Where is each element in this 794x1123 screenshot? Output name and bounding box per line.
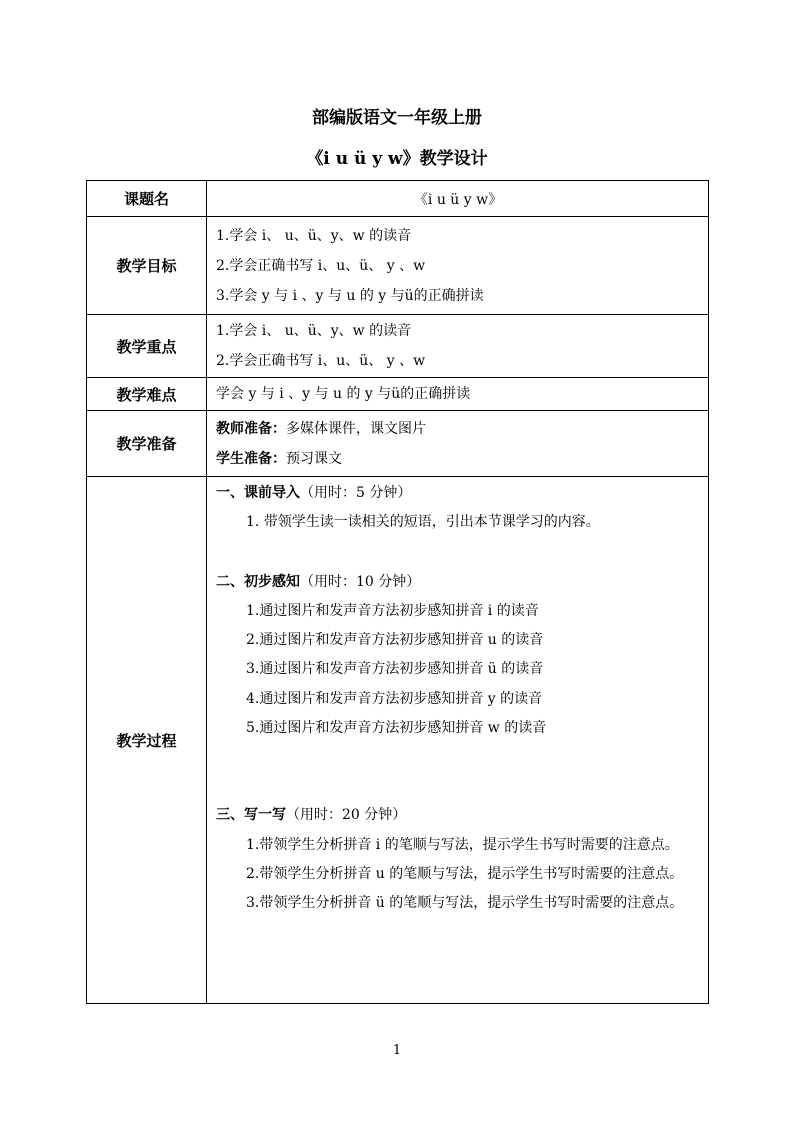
table-row — [87, 181, 709, 217]
preparation-label: 教学准备 — [87, 411, 207, 477]
section-title: 三、写一写 — [216, 807, 286, 824]
section-title: 一、课前导入 — [216, 485, 300, 501]
table-row — [87, 477, 709, 1004]
process-content — [207, 477, 709, 1004]
key-points-content — [207, 315, 709, 378]
list-item: 1.带领学生分析拼音 i 的笔顺与写法，提示学生书写时需要的注意点。 — [246, 836, 679, 853]
teacher-preparation-label: 教师准备： — [216, 420, 286, 437]
table-row — [87, 378, 709, 411]
list-item: 5.通过图片和发声音方法初步感知拼音 w 的读音 — [246, 720, 547, 737]
topic-label: 课题名 — [87, 181, 207, 217]
list-item: 2.学会正确书写 i、u、ü、 y 、w — [216, 353, 426, 369]
page-number: 1 — [392, 1043, 402, 1058]
list-item: 2.学会正确书写 i、u、ü、 y 、w — [216, 257, 426, 274]
list-item: 2.通过图片和发声音方法初步感知拼音 u 的读音 — [246, 632, 544, 649]
difficulties-label: 教学难点 — [87, 378, 207, 411]
table-row — [87, 217, 709, 315]
process-label: 教学过程 — [87, 477, 207, 1004]
teacher-preparation-value: 多媒体课件，课文图片 — [286, 420, 426, 437]
list-item: 4.通过图片和发声音方法初步感知拼音 y 的读音 — [246, 690, 543, 707]
section-heading — [216, 568, 700, 597]
list-item: 1.学会 i、 u、ü、y、w 的读音 — [216, 227, 412, 244]
list-item: 1. 带领学生读一读相关的短语，引出本节课学习的内容。 — [246, 514, 600, 531]
list-item: 3.通过图片和发声音方法初步感知拼音 ü 的读音 — [246, 661, 544, 678]
section-title: 二、初步感知 — [216, 573, 300, 590]
document-subtitle: 《i u ü y w》教学设计 — [306, 149, 488, 169]
list-item: 1.学会 i、 u、ü、y、w 的读音 — [216, 323, 412, 339]
list-item: 2.带领学生分析拼音 u 的笔顺与写法，提示学生书写时需要的注意点。 — [246, 865, 684, 882]
document-title: 部编版语文一年级上册 — [312, 108, 482, 128]
student-preparation-label: 学生准备： — [216, 450, 286, 467]
section-heading — [216, 479, 700, 508]
student-preparation — [216, 444, 700, 474]
difficulties-value: 学会 y 与 i 、y 与 u 的 y 与ü的正确拼读 — [207, 378, 709, 411]
goals-label: 教学目标 — [87, 217, 207, 315]
goals-content — [207, 217, 709, 315]
section-time: （用时：10 分钟） — [300, 573, 421, 590]
section-time: （用时：20 分钟） — [286, 807, 407, 824]
student-preparation-value: 预习课文 — [286, 450, 342, 467]
table-row — [87, 411, 709, 477]
lesson-plan-table — [86, 180, 709, 1004]
list-item: 3.带领学生分析拼音 ü 的笔顺与写法，提示学生书写时需要的注意点。 — [246, 895, 684, 912]
teacher-preparation — [216, 414, 700, 444]
topic-value: 《i u ü y w》 — [207, 181, 709, 217]
list-item: 3.学会 y 与 i 、y 与 u 的 y 与ü的正确拼读 — [216, 287, 484, 304]
table-row — [87, 315, 709, 378]
key-points-label: 教学重点 — [87, 315, 207, 378]
section-time: （用时：5 分钟） — [300, 485, 412, 501]
section-heading — [216, 801, 700, 830]
preparation-content — [207, 411, 709, 477]
list-item: 1.通过图片和发声音方法初步感知拼音 i 的读音 — [246, 602, 539, 619]
